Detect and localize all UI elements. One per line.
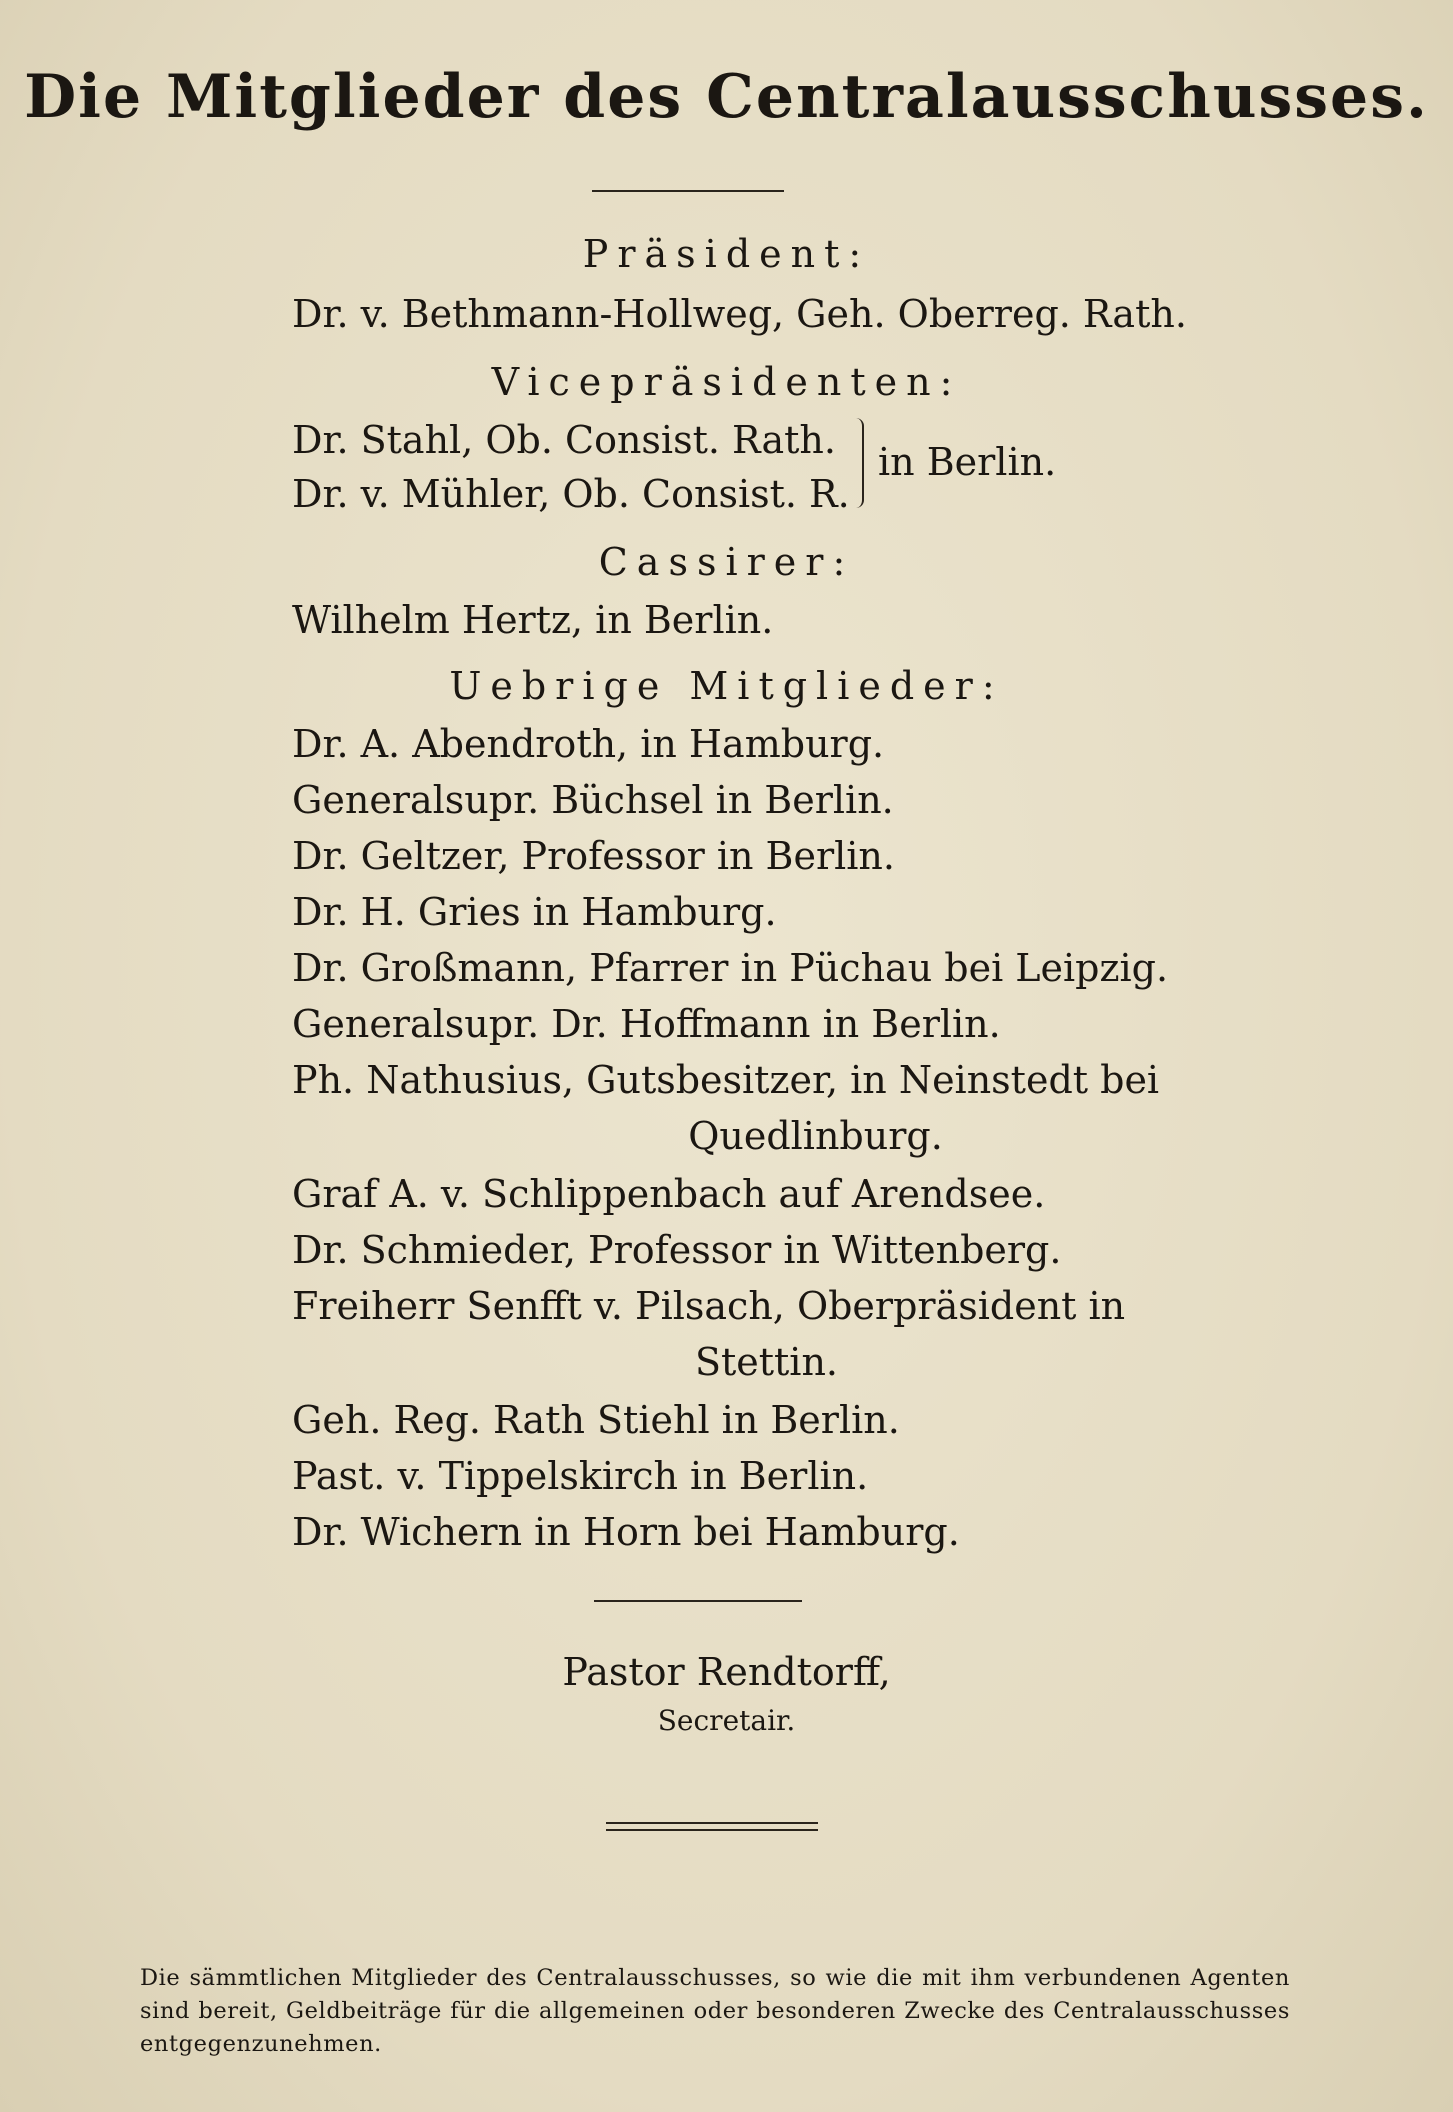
section-rule: [594, 1600, 802, 1602]
member-line: Geh. Reg. Rath Stiehl in Berlin.: [292, 1398, 900, 1442]
footnote: Die sämmtlichen Mitglieder des Centralausschusses, so wie die mit ihm verbundenen Agenten sind bereit, Geldbeiträge für die allgemeinen oder besonderen Zwecke des Centralausschusses entgegenzunehmen.: [140, 1965, 1290, 2057]
member-line: Generalsupr. Büchsel in Berlin.: [292, 778, 894, 822]
title-rule: [592, 190, 784, 192]
president-name: Dr. v. Bethmann-Hollweg, Geh. Oberreg. Rath.: [292, 292, 1187, 336]
member-line: Dr. H. Gries in Hamburg.: [292, 890, 777, 934]
member-line: Dr. A. Abendroth, in Hamburg.: [292, 722, 885, 766]
member-line: Dr. Großmann, Pfarrer in Püchau bei Leipzig.: [292, 946, 1169, 990]
member-line: Dr. Schmieder, Professor in Wittenberg.: [292, 1228, 1062, 1272]
president-heading: Präsident:: [582, 232, 871, 276]
cashier-heading: Cassirer:: [598, 540, 855, 584]
page-title: Die Mitglieder des Centralausschusses.: [24, 62, 1429, 132]
member-line: Generalsupr. Dr. Hoffmann in Berlin.: [292, 1002, 1001, 1046]
brace: [852, 418, 864, 508]
other-members-heading: Uebrige Mitglieder:: [449, 664, 1004, 708]
vice-president-1: Dr. Stahl, Ob. Consist. Rath.: [292, 418, 836, 462]
cashier-name: Wilhelm Hertz, in Berlin.: [292, 598, 774, 642]
member-line-continuation: Quedlinburg.: [688, 1114, 943, 1158]
vice-presidents-heading: Vicepräsidenten:: [491, 360, 962, 404]
member-line-continuation: Stettin.: [694, 1340, 839, 1384]
vice-president-2: Dr. v. Mühler, Ob. Consist. R.: [292, 472, 850, 516]
member-line: Graf A. v. Schlippenbach auf Arendsee.: [292, 1172, 1046, 1216]
secretary-role: Secretair.: [657, 1704, 796, 1737]
member-line: Dr. Geltzer, Professor in Berlin.: [292, 834, 895, 878]
member-line: Past. v. Tippelskirch in Berlin.: [292, 1454, 869, 1498]
vice-presidents-location: in Berlin.: [878, 440, 1057, 484]
closing-double-rule: [606, 1822, 818, 1831]
secretary-name: Pastor Rendtorff,: [562, 1650, 891, 1694]
member-line: Dr. Wichern in Horn bei Hamburg.: [292, 1510, 960, 1554]
member-line: Ph. Nathusius, Gutsbesitzer, in Neinstedt bei: [292, 1058, 1160, 1102]
member-line: Freiherr Senfft v. Pilsach, Oberpräsident in: [292, 1284, 1126, 1328]
